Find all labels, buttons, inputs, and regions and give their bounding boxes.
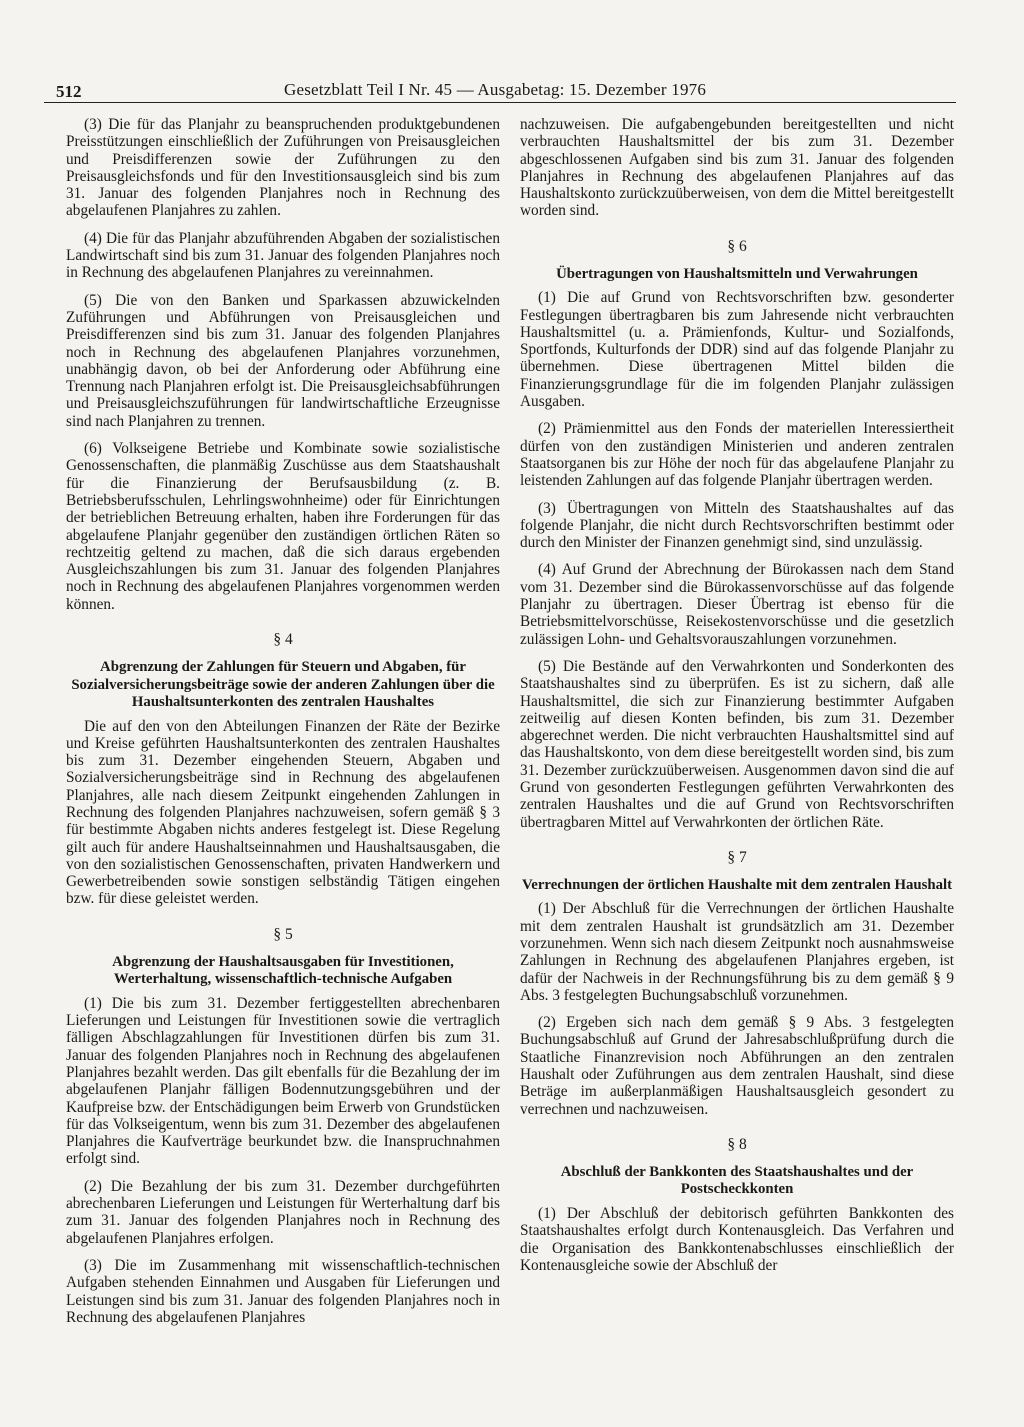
paragraph: (1) Der Abschluß der debitorisch geführten Bankkonten des Staatshaushaltes erfolgt durch Kontenausgleich. Das Verfahren und die Organisation des Bankkontenabschlusses einschließlich der Kontenausgleiche sowie der Abschluß der xyxy=(520,1204,954,1274)
section-number: § 7 xyxy=(727,848,747,866)
paragraph: (3) Übertragungen von Mitteln des Staatshaushaltes auf das folgende Planjahr, die nicht durch Rechtsvorschriften bestimmt oder durch den Minister der Finanzen genehmigt sind, sind unzulässig. xyxy=(520,499,954,552)
paragraph: (1) Die auf Grund von Rechtsvorschriften bzw. gesonderter Festlegungen übertragbaren bis zum Jahresende nicht verbrauchten Haushaltsmittel (u. a. Prämienfonds, Kultur- und Sozialfonds, Sportfonds, Kulturfonds der DDR) sind auf das folgende Planjahr zu übernehmen. Diese übertragenen Mittel bilden die Finanzierungsgrundlage für die im folgenden Planjahr zulässigen Ausgaben. xyxy=(520,289,954,411)
section-title: Verrechnungen der örtlichen Haushalte mit dem zentralen Haushalt xyxy=(521,876,953,893)
page-header xyxy=(44,78,956,103)
section-title: Abschluß der Bankkonten des Staatshaushaltes und der Postscheckkonten xyxy=(560,1163,914,1198)
section-number: § 4 xyxy=(273,631,293,649)
paragraph: (1) Der Abschluß für die Verrechnungen der örtlichen Haushalte mit dem zentralen Haushalt ist grundsätzlich am 31. Dezember vorzunehmen. Wenn sich nach diesem Zeitpunkt noch ausnahmsweise Zahlungen in Rechnung des abgelaufenen Planjahres ergeben, ist dafür der Nachweis in der Rechnungsführung bis zu dem gemäß § 9 Abs. 3 festgelegten Buchungsabschluß vorzunehmen. xyxy=(520,900,954,1004)
paragraph: (1) Die bis zum 31. Dezember fertiggestellten abrechenbaren Lieferungen und Leistungen für Investitionen sowie die vertraglich fälligen Abschlagzahlungen für Investitionen dürfen bis zum 31. Januar des folgenden Planjahres noch in Rechnung des abgelaufenen Planjahres bezahlt werden. Das gilt ebenfalls für die Bezahlung der im abgelaufenen Planjahr fälligen Bodennutzungsgebühren und der Kaufpreise bzw. der Entschädigungen beim Erwerb von Grundstücken für das Volkseigentum, wenn bis zum 31. Dezember des abgelaufenen Planjahres die Kaufverträge beurkundet bzw. die Inanspruchnahmen erfolgt sind. xyxy=(66,994,500,1168)
paragraph: (2) Ergeben sich nach dem gemäß § 9 Abs. 3 festgelegten Buchungsabschluß auf Grund der Jahresabschlußprüfung durch die Staatliche Finanzrevision noch Abführungen an den zentralen Haushalt oder Zuführungen aus dem zentralen Haushalt, sind diese Beträge im außerplanmäßigen Haushaltsausgleich gesondert zu verrechnen und nachzuweisen. xyxy=(520,1014,954,1118)
section-number: § 8 xyxy=(727,1135,747,1153)
running-title: Gesetzblatt Teil I Nr. 45 — Ausgabetag: 15. Dezember 1976 xyxy=(284,80,707,99)
paragraph: (5) Die Bestände auf den Verwahrkonten und Sonderkonten des Staatshaushaltes sind zu überprüfen. Es ist zu sichern, daß alle Haushaltsmittel, die sich zur Finanzierung bestimmter Aufgaben zeitweilig auf diesen Konten befinden, bis zum 31. Dezember abgerechnet werden. Die nicht verbrauchten Haushaltsmittel sind auf das Haushaltskonto, von dem diese bereitgestellt worden sind, bis zum 31. Dezember zurückzuüberweisen. Ausgenommen davon sind die auf Grund von gesonderten Festlegungen geführten Verwahrkonten des zentralen Haushaltes und die auf Grund von Rechtsvorschriften übertragbaren Mittel auf Verwahrkonten der örtlichen Räte. xyxy=(520,657,954,831)
section-number: § 5 xyxy=(273,925,293,943)
paragraph: (2) Die Bezahlung der bis zum 31. Dezember durchgeführten abrechenbaren Lieferungen und Leistungen für Werterhaltung darf bis zum 31. Januar des folgenden Planjahres noch in Rechnung des abgelaufenen Planjahres erfolgen. xyxy=(66,1177,500,1247)
paragraph: (4) Die für das Planjahr abzuführenden Abgaben der sozialistischen Landwirtschaft sind bis zum 31. Januar des folgenden Planjahres noch in Rechnung des abgelaufenen Planjahres zu vereinnahmen. xyxy=(66,229,500,282)
section-title: Abgrenzung der Zahlungen für Steuern und Abgaben, für Sozialversicherungsbeiträge sowie der anderen Zahlungen über die Haushaltsunterkonten des zentralen Haushaltes xyxy=(71,659,495,711)
paragraph: (3) Die im Zusammenhang mit wissenschaftlich-technischen Aufgaben stehenden Einnahmen und Ausgaben für Lieferungen und Leistungen sind bis zum 31. Januar des folgenden Planjahres noch in Rechnung des abgelaufenen Planjahres xyxy=(66,1256,500,1326)
paragraph: Die auf den von den Abteilungen Finanzen der Räte der Bezirke und Kreise geführten Haushaltsunterkonten des zentralen Haushaltes bis zum 31. Dezember eingehenden Steuern, Abgaben und Sozialversicherungsbeiträge sind in Rechnung des abgelaufenen Planjahres, alle nach diesem Zeitpunkt eingehenden Zahlungen in Rechnung des folgenden Planjahres nachzuweisen, sofern gemäß § 3 für bestimmte Abgaben nichts anderes festgelegt ist. Diese Regelung gilt auch für andere Haushaltseinnahmen und Haushaltsausgaben, die von den sozialistischen Genossenschaften, privaten Handwerkern und Gewerbetreibenden sowie sonstigen selbständig Tätigen eingehen bzw. für diese geleistet werden. xyxy=(66,717,500,908)
paragraph: nachzuweisen. Die aufgabengebunden bereitgestellten und nicht verbrauchten Haushaltsmittel der bis zum 31. Dezember abgeschlossenen Aufgaben sind bis zum 31. Januar des folgenden Planjahres in Rechnung des abgelaufenen Planjahres auf das Haushaltskonto zurückzuüberweisen, von dem die Mittel bereitgestellt worden sind. xyxy=(520,116,954,220)
right-column xyxy=(520,116,954,1366)
page-number: 512 xyxy=(56,82,82,101)
paragraph: (6) Volkseigene Betriebe und Kombinate sowie sozialistische Genossenschaften, die planmäßig Zuschüsse aus dem Staatshaushalt für die Finanzierung der Berufsausbildung (z. B. Betriebsberufsschulen, Lehrlingswohnheime) oder für Einrichtungen der betrieblichen Betreuung erhalten, haben ihre Forderungen für das abgelaufene Planjahr gegenüber den zuständigen örtlichen Räten so rechtzeitig geltend zu machen, daß die sich daraus ergebenden Ausgleichszahlungen bis zum 31. Januar des folgenden Planjahres noch in Rechnung des abgelaufenen Planjahres vorgenommen werden können. xyxy=(66,440,500,613)
paragraph: (3) Die für das Planjahr zu beanspruchenden produktgebundenen Preisstützungen einschließlich der Zuführungen von Preisausgleichen und Preisdifferenzen sowie der Zuführungen zu den Preisausgleichsfonds und für den Investitionsausgleich sind bis zum 31. Januar des folgenden Planjahres noch in Rechnung des abgelaufenen Planjahres zu zahlen. xyxy=(66,116,500,220)
left-column xyxy=(66,116,500,1366)
paragraph: (5) Die von den Banken und Sparkassen abzuwickelnden Zuführungen und Abführungen von Preisausgleichen und Preisdifferenzen sind bis zum 31. Januar des folgenden Planjahres noch in Rechnung des abgelaufenen Planjahres vorzunehmen, unabhängig davon, ob bei der Anforderung oder Abführung eine Trennung nach Planjahren erfolgt ist. Die Preisausgleichsabführungen und Preisausgleichszuführungen für landwirtschaftliche Erzeugnisse sind nach Planjahren zu trennen. xyxy=(66,291,500,430)
section-title: Abgrenzung der Haushaltsausgaben für Investitionen, Werterhaltung, wissenschaftlich-technische Aufgaben xyxy=(112,953,454,988)
section-title: Übertragungen von Haushaltsmitteln und Verwahrungen xyxy=(556,265,918,282)
paragraph: (4) Auf Grund der Abrechnung der Bürokassen nach dem Stand vom 31. Dezember sind die Bürokassenvorschüsse auf das folgende Planjahr zu übertragen. Dieser Übertrag ist ebenso für die Betriebsmittelvorschüsse, Reisekostenvorschüsse und die gesetzlich zulässigen Lohn- und Gehaltsvorauszahlungen vorzunehmen. xyxy=(520,561,954,648)
section-number: § 6 xyxy=(727,237,747,255)
paragraph: (2) Prämienmittel aus den Fonds der materiellen Interessiertheit dürfen von den zuständigen Ministerien und anderen zentralen Staatsorganen bis zur Höhe der noch für das abgelaufene Planjahr zu leistenden Zahlungen auf das folgende Planjahr übertragen werden. xyxy=(520,420,954,490)
